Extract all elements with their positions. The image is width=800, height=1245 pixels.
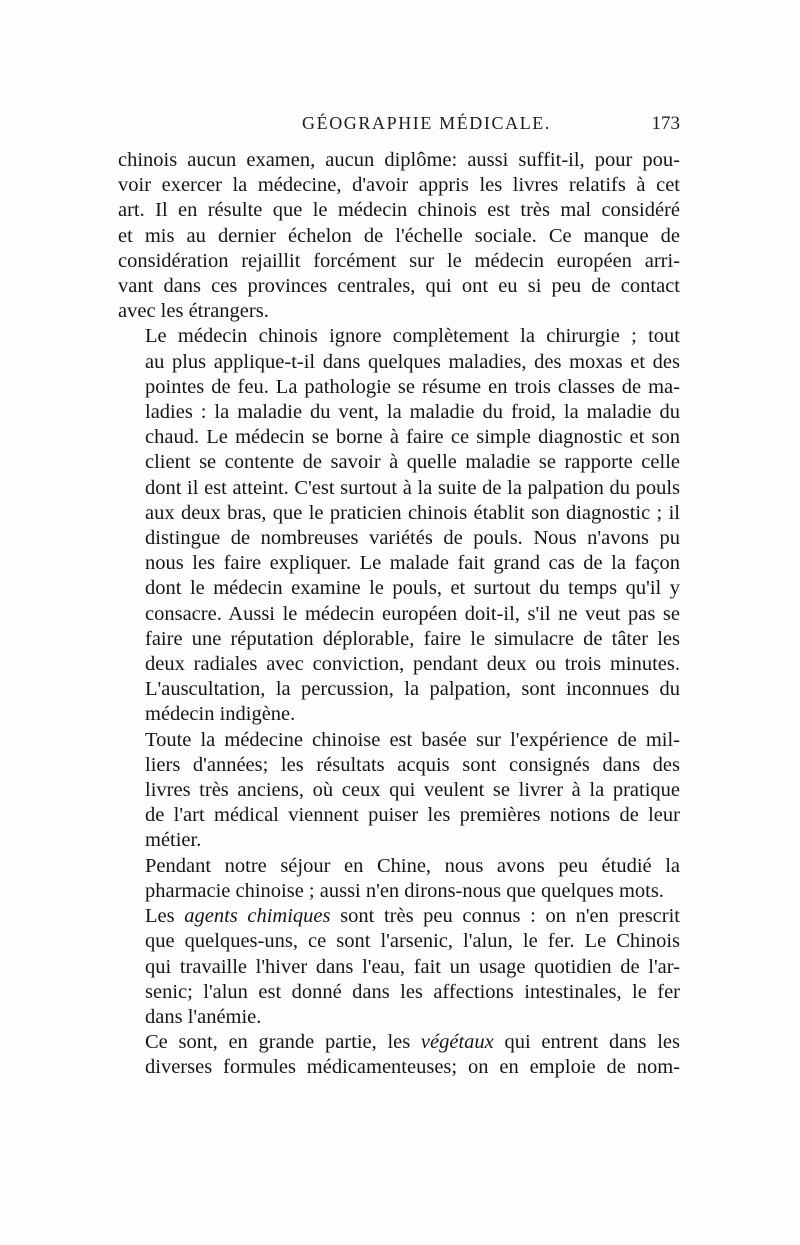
text-line: Le médecin chinois ignore complètement la chirurgie ; tout	[145, 325, 680, 348]
text-line: L'auscultation, la percussion, la palpation, sont inconnues du	[145, 678, 680, 701]
italic-term: agents chimiques	[184, 905, 331, 928]
text-line: au plus applique-t-il dans quelques maladies, des moxas et des	[145, 350, 680, 373]
text-run: sont très peu connus : on n'en prescrit	[330, 905, 680, 928]
text-line: senic; l'alun est donné dans les affections intestinales, le fer	[145, 980, 680, 1003]
text-line: métier.	[145, 829, 202, 852]
text-line: considération rejaillit forcément sur le médecin européen arri-	[118, 249, 680, 272]
text-line: art. Il en résulte que le médecin chinois est très mal considéré	[118, 199, 680, 222]
text-line: pointes de feu. La pathologie se résume en trois classes de ma-	[145, 375, 680, 398]
text-line	[118, 1030, 680, 1055]
paragraph	[118, 324, 680, 727]
text-line: Pendant notre séjour en Chine, nous avons peu étudié la	[145, 854, 680, 877]
running-head: GÉOGRAPHIE MÉDICALE.	[302, 113, 551, 133]
text-line: client se contente de savoir à quelle maladie se rapporte celle	[145, 451, 680, 474]
text-line: et mis au dernier échelon de l'échelle sociale. Ce manque de	[118, 224, 680, 247]
text-line: pharmacie chinoise ; aussi n'en dirons-nous que quelques mots.	[145, 879, 664, 902]
text-line: de l'art médical viennent puiser les premières notions de leur	[145, 804, 680, 827]
text-line: faire une réputation déplorable, faire le simulacre de tâter les	[145, 627, 680, 650]
paragraph	[118, 1030, 680, 1080]
text-line: aux deux bras, que le praticien chinois établit son diagnostic ; il	[145, 501, 680, 524]
paragraph	[118, 904, 680, 1030]
paragraph	[118, 148, 680, 324]
text-line: dans l'anémie.	[145, 1005, 262, 1028]
text-line: consacre. Aussi le médecin européen doit-il, s'il ne veut pas se	[145, 602, 680, 625]
text-line: vant dans ces provinces centrales, qui ont eu si peu de contact	[118, 275, 680, 298]
text-line: médecin indigène.	[145, 703, 296, 726]
text-line: qui travaille l'hiver dans l'eau, fait un usage quotidien de l'ar-	[145, 955, 680, 978]
italic-term: végétaux	[420, 1031, 494, 1054]
text-line: nous les faire expliquer. Le malade fait grand cas de la façon	[145, 552, 680, 575]
text-run: qui entrent dans les	[493, 1031, 680, 1054]
text-line: Toute la médecine chinoise est basée sur l'expérience de mil-	[145, 728, 680, 751]
text-line: deux radiales avec conviction, pendant deux ou trois minutes.	[145, 653, 680, 676]
page-number: 173	[651, 113, 680, 134]
text-line: ladies : la maladie du vent, la maladie du froid, la maladie du	[145, 401, 680, 424]
text-line	[118, 904, 680, 929]
text-line: chaud. Le médecin se borne à faire ce simple diagnostic et son	[145, 426, 680, 449]
text-line: diverses formules médicamenteuses; on en emploie de nom-	[145, 1056, 680, 1079]
text-line: dont il est atteint. C'est surtout à la suite de la palpation du pouls	[145, 476, 680, 499]
text-line: distingue de nombreuses variétés de pouls. Nous n'avons pu	[145, 527, 680, 550]
text-run: Ce sont, en grande partie, les	[145, 1031, 421, 1054]
body-text	[118, 148, 680, 1081]
text-line: avec les étrangers.	[118, 300, 269, 323]
text-line: voir exercer la médecine, d'avoir appris les livres relatifs à cet	[118, 174, 680, 197]
text-line: chinois aucun examen, aucun diplôme: aussi suffit-il, pour pou-	[118, 149, 680, 171]
text-line: que quelques-uns, ce sont l'arsenic, l'alun, le fer. Le Chinois	[145, 930, 680, 953]
text-line: liers d'années; les résultats acquis sont consignés dans des	[145, 753, 680, 776]
text-line: dont le médecin examine le pouls, et surtout du temps qu'il y	[145, 577, 680, 600]
page-header	[118, 113, 680, 141]
text-run: Les	[145, 905, 185, 928]
paragraph	[118, 854, 680, 904]
text-line: livres très anciens, où ceux qui veulent se livrer à la pratique	[145, 779, 680, 802]
paragraph	[118, 728, 680, 854]
